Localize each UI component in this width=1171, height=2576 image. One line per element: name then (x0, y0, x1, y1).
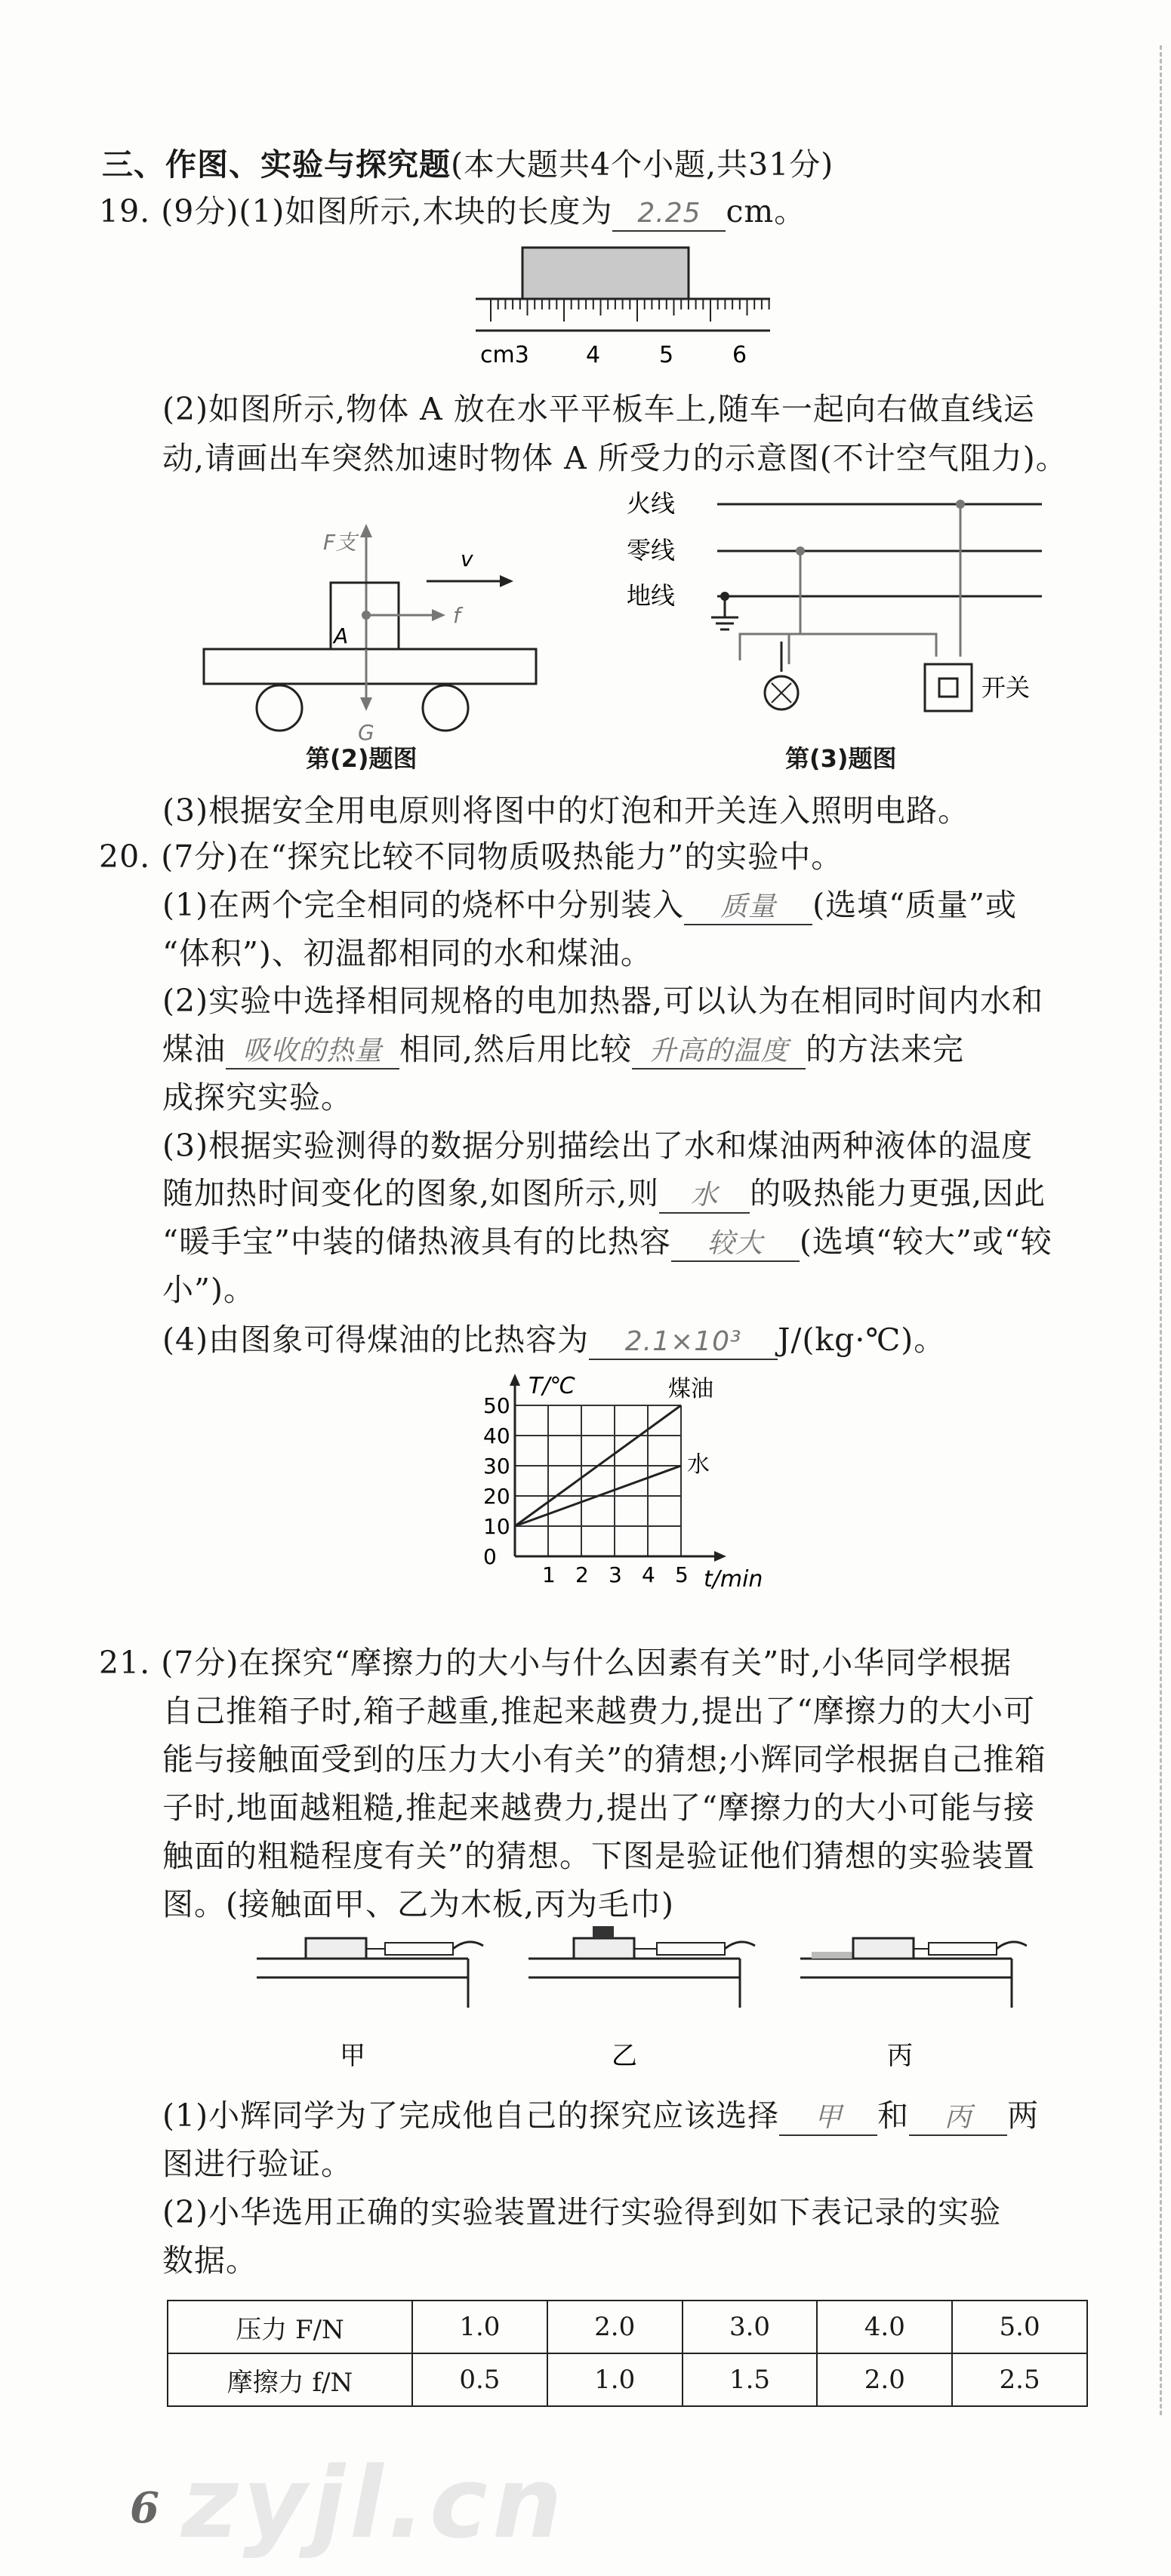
q20-p4-unit: J/(kg·℃)。 (778, 1322, 946, 1358)
block-jia (306, 1938, 366, 1959)
q20-part1-line2: “体积”)、初温都相同的水和煤油。 (162, 935, 652, 971)
q20-p1-post: (选填“质量”或 (812, 887, 1017, 923)
chart-y-tick-label: 0 (483, 1544, 497, 1569)
q21-line5: 触面的粗糙程度有关”的猜想。下图是验证他们猜想的实验装置 (162, 1838, 1035, 1874)
chart-y-axis-label: T/℃ (528, 1373, 576, 1399)
q21-line4: 子时,地面越粗糙,推起来越费力,提出了“摩擦力的大小可能与接 (162, 1790, 1036, 1826)
q21-part2-line1: (2)小华选用正确的实验装置进行实验得到如下表记录的实验 (162, 2194, 1002, 2230)
q20-p1-text: (1)在两个完全相同的烧杯中分别装入 (162, 887, 685, 923)
chart-y-tick-label: 40 (483, 1423, 510, 1448)
chart-x-tick-label: 5 (675, 1562, 689, 1587)
chart-y-tick-label: 10 (483, 1514, 510, 1539)
gravity-label: G (358, 720, 374, 745)
ruler-label-4: 4 (586, 342, 601, 368)
q21-p1-text: (1)小辉同学为了完成他自己的探究应该选择 (162, 2097, 780, 2134)
table-cell: 1.0 (412, 2301, 547, 2353)
velocity-label: v (461, 546, 473, 571)
q20-part1-line1 (162, 884, 1017, 926)
chart-x-tick-label: 2 (575, 1562, 589, 1587)
q19-score: (9分) (161, 193, 239, 229)
circuit-figure (619, 483, 1072, 747)
block-yi (574, 1938, 634, 1959)
hand-bing-icon (997, 1942, 1027, 1949)
chart-x-axis-arrow (714, 1551, 726, 1562)
page-number: 6 (130, 2483, 159, 2533)
block-bing (853, 1938, 914, 1959)
table-cell: 1.5 (683, 2353, 818, 2406)
q19-p1-answer: 2.25 (612, 197, 726, 232)
page-edge-border (1160, 45, 1171, 2415)
q20-p4-text: (4)由图象可得煤油的比热容为 (162, 1322, 590, 1358)
q19-number: 19. (99, 193, 151, 229)
chart-y-tick-label: 30 (483, 1454, 510, 1479)
q20-p2-text: 煤油 (162, 1031, 226, 1067)
apparatus-bing (800, 1938, 1027, 2008)
switch-box (925, 664, 972, 711)
live-wire-label: 火线 (627, 489, 676, 518)
neutral-to-lamp-wire (740, 551, 800, 660)
q21-p1-mid: 和 (877, 2097, 910, 2134)
right-wheel (423, 685, 468, 731)
q19-p1-unit: cm。 (726, 193, 806, 229)
friction-apparatus-figures (249, 1902, 1027, 2076)
q21-line3: 能与接触面受到的压力大小有关”的猜想;小辉同学根据自己推箱 (162, 1741, 1046, 1777)
table-cell: 2.5 (952, 2353, 1087, 2406)
friction-arrowhead (432, 609, 445, 621)
section-title: 三、作图、实验与探究题 (102, 146, 451, 183)
ground-wire-label: 地线 (627, 581, 676, 610)
left-wheel (257, 685, 302, 731)
q21-part2-line2: 数据。 (162, 2242, 257, 2279)
q20-p4-answer: 2.1×10³ (589, 1325, 778, 1360)
spring-scale-bing (929, 1943, 997, 1955)
neutral-wire-label: 零线 (627, 536, 676, 565)
spring-scale-jia (385, 1943, 453, 1955)
ruler-label-5: 5 (659, 342, 674, 368)
section-note: (本大题共4个小题,共31分) (451, 146, 834, 183)
q20-p3-answer1: 水 (659, 1179, 750, 1214)
hand-jia-icon (453, 1942, 483, 1949)
q20-p3-text: 随加热时间变化的图象,如图所示,则 (162, 1175, 660, 1211)
temperature-chart (468, 1368, 785, 1617)
q21-p1-answer1: 甲 (779, 2101, 877, 2136)
q20-part4 (162, 1319, 945, 1361)
q20-p1-answer: 质量 (684, 891, 812, 925)
wood-block (522, 248, 689, 299)
ruler-label-6: 6 (732, 342, 747, 368)
fig3-caption: 第(3)题图 (785, 744, 897, 773)
q21-line6: 图。(接触面甲、乙为木板,丙为毛巾) (162, 1886, 675, 1922)
q21-part1-line1 (162, 2094, 1039, 2137)
friction-data-table (167, 2300, 1088, 2407)
table-row-pressure (168, 2301, 1087, 2353)
q19-part2-line2: 动,请画出车突然加速时物体 A 所受力的示意图(不计空气阻力)。 (162, 440, 1068, 476)
chart-y-tick-label: 50 (483, 1393, 510, 1418)
ruler-ticks (491, 299, 769, 322)
q20-part3-line1: (3)根据实验测得的数据分别描绘出了水和煤油两种液体的温度 (162, 1128, 1034, 1164)
q20-p2-answer2: 升高的温度 (632, 1035, 806, 1069)
table-cell: 0.5 (412, 2353, 547, 2406)
q19-part3: (3)根据安全用电原则将图中的灯泡和开关连入照明电路。 (162, 792, 970, 829)
cart-board (204, 649, 536, 684)
q20-p2-mid: 相同,然后用比较 (399, 1031, 633, 1067)
q20-part2-line1: (2)实验中选择相同规格的电加热器,可以认为在相同时间内水和 (162, 983, 1044, 1019)
q21-line1 (99, 1642, 1012, 1684)
ruler-figure (468, 242, 785, 377)
watermark: zyjl.cn (181, 2445, 567, 2560)
q20-p3-answer2: 较大 (671, 1227, 800, 1262)
q19-part1 (99, 190, 806, 232)
section-heading (102, 143, 834, 186)
fig2-caption: 第(2)题图 (306, 744, 418, 773)
lamp-to-switch-wire (789, 634, 936, 664)
q20-score: (7分) (161, 839, 239, 875)
table-head-friction: 摩擦力 f/N (168, 2353, 412, 2406)
table-cell: 5.0 (952, 2301, 1087, 2353)
table-row-friction (168, 2353, 1087, 2406)
friction-label: f (453, 603, 461, 628)
q20-p2-answer1: 吸收的热量 (226, 1035, 399, 1069)
spring-scale-yi (657, 1943, 725, 1955)
chart-y-axis-arrow (510, 1374, 520, 1386)
ruler-label-cm3: cm3 (480, 342, 529, 368)
q21-part1-line2: 图进行验证。 (162, 2146, 353, 2182)
q20-part3-line3 (162, 1220, 1052, 1263)
chart-x-tick-label: 4 (642, 1562, 655, 1587)
chart-series-label: 煤油 (668, 1376, 713, 1402)
q19-part2-line1: (2)如图所示,物体 A 放在水平平板车上,随车一起向右做直线运 (162, 391, 1035, 427)
table-cell: 4.0 (817, 2301, 952, 2353)
apparatus-yi (528, 1926, 755, 2008)
weight-yi (593, 1926, 614, 1938)
table-cell: 3.0 (683, 2301, 818, 2353)
q20-number: 20. (99, 839, 151, 875)
q20-p3-mid: 的吸热能力更强,因此 (750, 1175, 1046, 1211)
fig-label-jia: 甲 (340, 2041, 365, 2071)
block-a-label: A (334, 623, 349, 648)
chart-y-tick-label: 20 (483, 1484, 510, 1509)
q20-p3-post2: (选填“较大”或“较 (799, 1223, 1052, 1260)
chart-grid (515, 1405, 681, 1556)
fig-label-yi: 乙 (612, 2041, 637, 2071)
q20-intro-text: 在“探究比较不同物质吸热能力”的实验中。 (239, 839, 843, 875)
table-cell: 1.0 (547, 2353, 683, 2406)
switch-button-icon (939, 679, 957, 697)
support-force-label: F支 (323, 530, 357, 555)
q20-part3-line2 (162, 1172, 1046, 1214)
q21-line2: 自己推箱子时,箱子越重,推起来越费力,提出了“摩擦力的大小可 (162, 1693, 1036, 1729)
chart-x-tick-label: 1 (542, 1562, 556, 1587)
q21-p1-post: 两 (1007, 2097, 1040, 2134)
chart-x-axis-label: t/min (704, 1566, 763, 1593)
q20-part2-line3: 成探究实验。 (162, 1079, 353, 1116)
table-cell: 2.0 (547, 2301, 683, 2353)
apparatus-jia (257, 1938, 483, 2008)
q20-part2-line2 (162, 1028, 964, 1070)
hand-yi-icon (725, 1942, 755, 1949)
q20-p3-text2: “暖手宝”中装的储热液具有的比热容 (162, 1223, 671, 1260)
q21-score: (7分) (161, 1645, 239, 1681)
q21-line1-text: 在探究“摩擦力的大小与什么因素有关”时,小华同学根据 (239, 1645, 1012, 1681)
q20-intro (99, 836, 843, 878)
q21-number: 21. (99, 1645, 151, 1681)
q21-p1-answer2: 丙 (909, 2101, 1007, 2136)
q20-part3-line4: 小”)。 (162, 1272, 255, 1308)
table-head-pressure: 压力 F/N (168, 2301, 412, 2353)
gravity-arrowhead (360, 697, 372, 711)
velocity-arrowhead (500, 575, 513, 587)
chart-series-label: 水 (687, 1451, 710, 1478)
q19-p1-text: (1)如图所示,木块的长度为 (239, 193, 613, 229)
table-cell: 2.0 (817, 2353, 952, 2406)
q20-p2-post: 的方法来完 (806, 1031, 965, 1067)
support-force-arrowhead (360, 524, 372, 537)
switch-label: 开关 (981, 673, 1031, 702)
fig-label-bing: 丙 (887, 2041, 913, 2071)
cart-figure (196, 513, 544, 770)
chart-x-tick-label: 3 (609, 1562, 622, 1587)
